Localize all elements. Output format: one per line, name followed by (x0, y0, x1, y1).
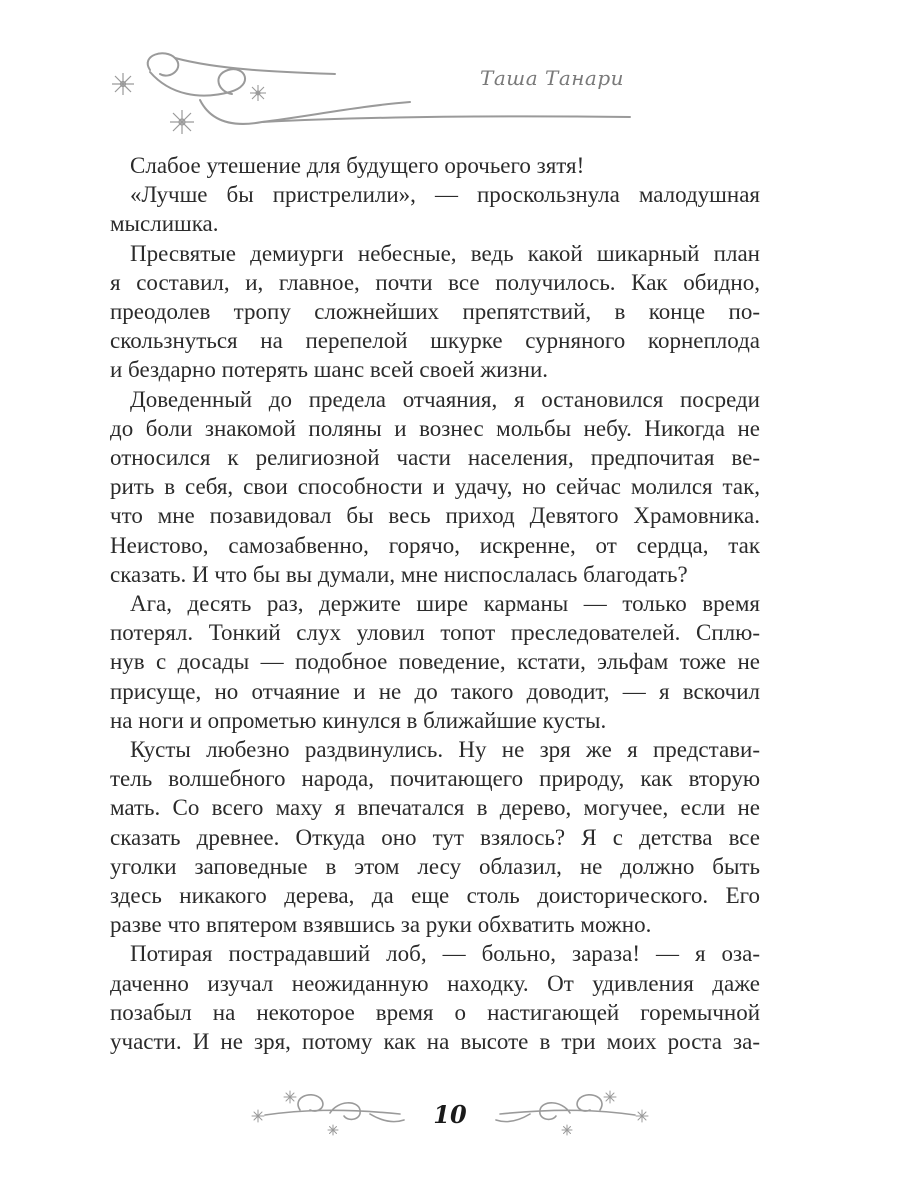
text-line: преодолев тропу сложнейших препятствий, в конце по- (110, 299, 760, 325)
paragraph (110, 735, 760, 939)
text-line: «Лучше бы пристрелили», — проскользнула малодушная (130, 182, 760, 208)
text-line: здесь никакого дерева, да еще столь доисторического. Его (110, 883, 760, 909)
paragraph (110, 939, 760, 1056)
text-line: даченно изучал неожиданную находку. От удивления даже (110, 970, 760, 996)
snowflake-icon (170, 110, 194, 134)
text-line: Доведенный до предела отчаяния, я остановился посреди (130, 386, 760, 412)
text-line: присуще, но отчаяние и не до такого доводит, — я вскочил (110, 678, 760, 704)
text-line: Ага, десять раз, держите шире карманы — только время (130, 591, 760, 617)
text-line: нув с досады — подобное поведение, кстати, эльфам тоже не (110, 649, 760, 675)
page-footer (0, 1080, 900, 1160)
paragraph (110, 180, 760, 238)
paragraph (110, 151, 760, 180)
text-line: Пресвятые демиурги небесные, ведь какой шикарный план (130, 240, 760, 266)
page-number: 10 (433, 1100, 467, 1129)
paragraph (110, 385, 760, 589)
snowflake-icon (112, 73, 134, 95)
text-line: мать. Со всего маху я впечатался в дерево, могучее, если не (110, 795, 760, 821)
snowflake-icon (250, 85, 266, 101)
text-line: разве что впятером взявшись за руки обхватить можно. (110, 912, 652, 938)
page-header (0, 0, 900, 150)
text-line: скользнуться на перепелой шкурке сурняного корнеплода (110, 328, 760, 354)
paragraph (110, 589, 760, 735)
text-line: Слабое утешение для будущего орочьего зятя! (130, 153, 585, 178)
text-line: сказать. И что бы вы думали, мне ниспослалась благодать? (110, 561, 688, 587)
text-line: и бездарно потерять шанс всей своей жизни. (110, 357, 548, 383)
text-line: рить в себя, свои способности и удачу, но сейчас молился так, (110, 474, 760, 500)
text-line: Неистово, самозабвенно, горячо, искренне, от сердца, так (110, 532, 760, 558)
text-line: относился к религиозной части населения, предпочитая ве- (110, 445, 760, 471)
paragraph (110, 239, 760, 385)
text-line: до боли знакомой поляны и вознес мольбы небу. Никогда не (110, 415, 760, 441)
text-line: что мне позавидовал бы весь приход Девятого Храмовника. (110, 503, 760, 529)
text-line: потерял. Тонкий слух уловил топот преследователей. Сплю- (110, 620, 760, 646)
body-text (110, 151, 760, 1056)
text-line: Кусты любезно раздвинулись. Ну не зря же я представи- (130, 737, 760, 763)
text-line: тель волшебного народа, почитающего природу, как вторую (110, 766, 760, 792)
text-line: мыслишка. (110, 211, 219, 237)
text-line: уголки заповедные в этом лесу облазил, не должно быть (110, 853, 760, 879)
text-line: участи. И не зря, потому как на высоте в три моих роста за- (110, 1029, 760, 1055)
text-line: Потирая пострадавший лоб, — больно, зараза! — я оза- (130, 941, 760, 967)
author-name: Таша Танари (480, 66, 625, 90)
header-ornament (0, 0, 900, 150)
text-line: позабыл на некоторое время о настигающей горемычной (110, 999, 760, 1025)
text-line: на ноги и опрометью кинулся в ближайшие кусты. (110, 707, 607, 733)
text-line: сказать древнее. Откуда оно тут взялось? Я с детства все (110, 824, 760, 850)
text-line: я составил, и, главное, почти все получилось. Как обидно, (110, 269, 760, 295)
